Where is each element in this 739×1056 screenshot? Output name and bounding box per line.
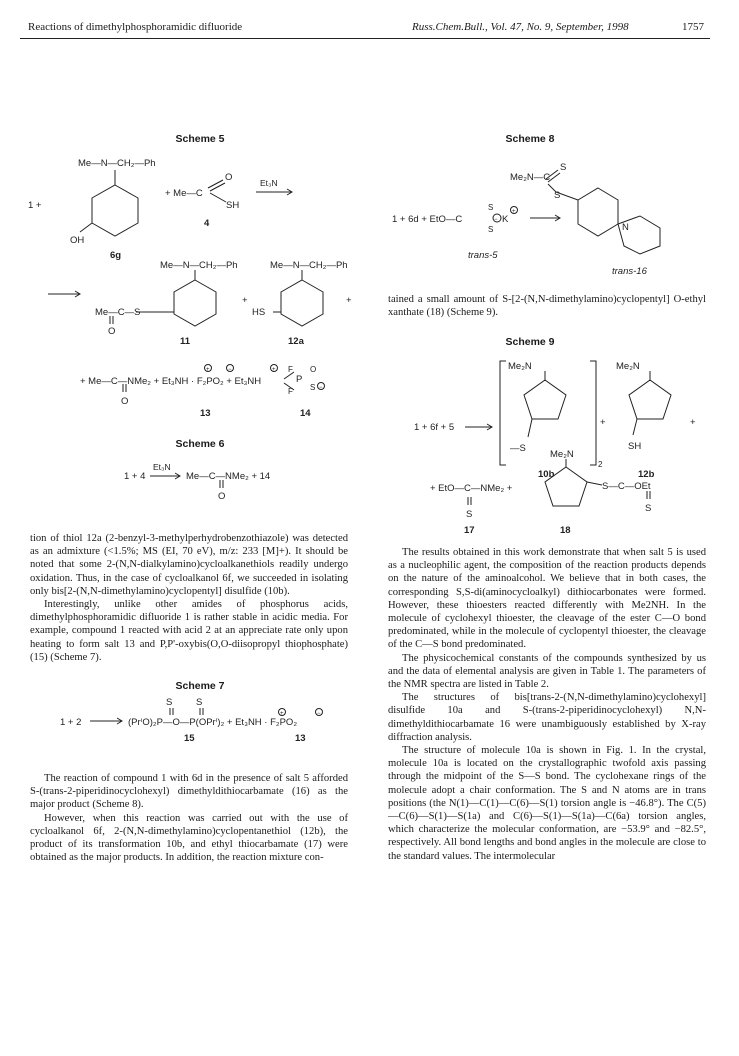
scheme-5-byproducts <box>20 360 360 430</box>
label-12b: 12b <box>638 469 655 480</box>
left-column-upper-text <box>30 532 348 664</box>
scheme-5-title: Scheme 5 <box>175 133 225 145</box>
svg-text:Me₂N: Me₂N <box>616 361 640 372</box>
svg-text:+: + <box>242 295 248 306</box>
label-12a: 12a <box>288 336 304 347</box>
svg-text:+: + <box>280 711 284 717</box>
paragraph: The physicochemical constants of the compounds synthesized by us and the data of elemental analysis are given in Table 1. The parameters of the NMR spectra are listed in Table 2. <box>388 652 706 691</box>
scheme-8-title: Scheme 8 <box>505 133 555 145</box>
label-11: 11 <box>180 336 191 347</box>
svg-text:Et₃N: Et₃N <box>260 178 278 188</box>
svg-text:(PrⁱO)₂P—O—P(OPrⁱ)₂ + Et₃NH ·: (PrⁱO)₂P—O—P(OPrⁱ)₂ + Et₃NH · F₂PO₂ <box>128 717 298 728</box>
svg-text:Me—N—CH₂—Ph: Me—N—CH₂—Ph <box>160 260 238 271</box>
svg-text:F: F <box>288 387 293 396</box>
svg-text:S: S <box>554 190 561 201</box>
svg-text:S: S <box>488 225 494 234</box>
svg-text:1 + 6d + EtO—C: 1 + 6d + EtO—C <box>392 214 463 225</box>
page-number: 1757 <box>682 21 704 33</box>
svg-text:HS: HS <box>252 307 266 318</box>
svg-text:S: S <box>488 203 494 212</box>
right-column-lower-text <box>388 546 706 863</box>
svg-text:−: − <box>228 367 232 373</box>
label-trans-16: trans-16 <box>612 266 647 277</box>
svg-text:SH: SH <box>226 200 240 211</box>
svg-text:S: S <box>310 383 316 392</box>
svg-text:Me—N—CH₂—Ph: Me—N—CH₂—Ph <box>270 260 348 271</box>
svg-text:Me₂N: Me₂N <box>550 449 574 460</box>
svg-text:1 + 2: 1 + 2 <box>60 717 82 728</box>
svg-text:P: P <box>296 374 303 385</box>
svg-text:F: F <box>288 365 293 374</box>
svg-text:S: S <box>645 503 652 514</box>
label-6g: 6g <box>110 250 122 261</box>
svg-text:−: − <box>317 711 321 717</box>
svg-text:O: O <box>310 365 317 374</box>
svg-text:O: O <box>121 396 129 407</box>
svg-text:S—C—OEt: S—C—OEt <box>602 481 651 492</box>
label-13: 13 <box>200 408 211 419</box>
label-4: 4 <box>204 218 210 229</box>
svg-text:OH: OH <box>70 235 85 246</box>
svg-text:K: K <box>502 214 509 225</box>
svg-text:1 + 4: 1 + 4 <box>124 471 146 482</box>
scheme-6-equation <box>20 456 360 506</box>
svg-text:O: O <box>218 491 226 502</box>
svg-text:S: S <box>166 697 173 708</box>
svg-text:S: S <box>560 162 567 173</box>
svg-text:O: O <box>108 326 116 337</box>
svg-text:+: + <box>512 209 516 215</box>
svg-text:Et₃N: Et₃N <box>153 462 171 472</box>
svg-text:—S: —S <box>510 443 526 454</box>
scheme-9-equation <box>380 355 720 535</box>
paragraph: The structures of bis[trans-2-(N,N-dimethylamino)cyclohexyl] disulfide 10a and S-(trans-2-piperidinocyclohexyl) N,N-dimethyldithiocarbamate 16 were unambiguously established by X-ray diffraction analysis. <box>388 692 706 743</box>
paragraph: tion of thiol 12a (2-benzyl-3-methylperhydrobenzothiazole) was detected as an admixture (<1.5%; MS (EI, 70 eV), m/z: 233 [M]+). It should be noted that some 2-(N,N-dialkylamino)cycloalkanethiols readily undergo oxidation. Thus, in the case of cycloalkanol 6f, we succeeded in isolating only bis[2-(N,N-dimethylamino)cyclopentyl] disulfide (10b). <box>30 533 348 597</box>
label-15: 15 <box>184 733 195 744</box>
svg-text:+: + <box>690 417 696 428</box>
scheme-7-equation <box>20 694 360 754</box>
scheme-7-title: Scheme 7 <box>175 680 225 692</box>
svg-text:Me₂N: Me₂N <box>508 361 532 372</box>
right-column-upper-text <box>388 293 706 319</box>
left-column-lower-text <box>30 772 348 864</box>
scheme-9-title: Scheme 9 <box>505 336 555 348</box>
journal-citation: Russ.Chem.Bull., Vol. 47, No. 9, September, 1998 <box>412 21 629 33</box>
running-title: Reactions of dimethylphosphoramidic difluoride <box>28 21 243 33</box>
scheme-6-title: Scheme 6 <box>175 438 225 450</box>
svg-text:1 + 6f + 5: 1 + 6f + 5 <box>414 422 455 433</box>
label-13-scheme7: 13 <box>295 733 306 744</box>
svg-text:O: O <box>225 172 233 183</box>
paragraph: Interestingly, unlike other amides of phosphorus acids, dimethylphosphoramidic difluoride 1 is rather stable in acidic media. For example, compound 1 reacted with acid 2 at an appreciate rate only upon heating to form salt 13 and P,P'-oxybis(O,O-diisopropyl thiophosphate) (15) (Scheme 7). <box>30 599 348 663</box>
label-10b: 10b <box>538 469 555 480</box>
svg-text:S: S <box>196 697 203 708</box>
svg-text:−: − <box>494 217 498 223</box>
paragraph: tained a small amount of S-[2-(N,N-dimethylamino)cyclopentyl] O-ethyl xanthate (18) (Scheme 9). <box>388 294 706 319</box>
running-header <box>20 20 710 39</box>
svg-text:+: + <box>600 417 606 428</box>
label-17: 17 <box>464 525 475 536</box>
label-18: 18 <box>560 525 571 536</box>
svg-text:Me—N—CH₂—Ph: Me—N—CH₂—Ph <box>78 158 156 169</box>
scheme-5-products <box>20 258 360 348</box>
svg-text:Me—C—NMe₂ + 14: Me—C—NMe₂ + 14 <box>186 471 271 482</box>
svg-text:+ EtO—C—NMe₂ +: + EtO—C—NMe₂ + <box>430 483 513 494</box>
svg-text:+ Me—C: + Me—C <box>165 188 203 199</box>
svg-text:+: + <box>206 367 210 373</box>
svg-text:SH: SH <box>628 441 642 452</box>
label-14: 14 <box>300 408 311 419</box>
scheme-8-equation <box>380 150 720 280</box>
svg-text:1 +: 1 + <box>28 200 42 211</box>
label-trans-5: trans-5 <box>468 250 498 261</box>
svg-text:Me—C—S: Me—C—S <box>95 307 141 318</box>
paragraph: The reaction of compound 1 with 6d in the presence of salt 5 afforded S-(trans-2-piperidinocyclohexyl) dimethyldithiocarbamate (16) as the major product (Scheme 8). <box>30 773 348 811</box>
paragraph: However, when this reaction was carried out with the use of cycloalkanol 6f, 2-(N,N-dimethylamino)cyclopentanethiol (12b), the product of its transformation 10b, and ethyl thiocarbamate (17) were obtained as the major products. In addition, the reaction mixture con- <box>30 812 348 864</box>
svg-text:Me₂N—C: Me₂N—C <box>510 172 551 183</box>
svg-text:+: + <box>346 295 352 306</box>
svg-text:S: S <box>466 509 473 520</box>
svg-text:+: + <box>272 367 276 373</box>
svg-text:−: − <box>319 385 323 391</box>
svg-text:N: N <box>622 222 629 233</box>
svg-text:+ Me—C—NMe₂ + Et₃NH · F₂PO₂ +: + Me—C—NMe₂ + Et₃NH · F₂PO₂ + Et₃NH <box>80 376 262 387</box>
paragraph: The structure of molecule 10a is shown in Fig. 1. In the crystal, molecule 10a is located on the crystallographic twofold axis passing through the midpoint of the S—S bond. The cyclohexane rings of the molecule adopt a chair conformation. The S and N atoms are in trans positions (the N(1)—C(1)—C(6)—S(1) torsion angle is −46.8°). The C(5)—C(6)—S(1)—S(1a) and C(6)—S(1)—S(1a)—C(6a) torsion angles, which characterize the molecular conformation, are −53.9° and −82.5°, respectively. All bond lengths and bond angles in the molecule are close to the standard values. The intermolecular <box>388 745 706 862</box>
svg-text:2: 2 <box>598 460 603 469</box>
paragraph: The results obtained in this work demonstrate that when salt 5 is used as a nucleophilic agent, the composition of the reaction products depends on the nature of the aminoalcohol. We believe that in both cases, the corresponding S,S-di(aminocycloalkyl) dithiocarbonates were formed. However, these thioesters reacted differently with Me2NH. In the molecule of cyclohexyl thioester, the cleavage of the ester C—O bond predominated, while in the molecule of cyclopentyl thioester, the cleavage of the C—S bond predominated. <box>388 547 706 651</box>
